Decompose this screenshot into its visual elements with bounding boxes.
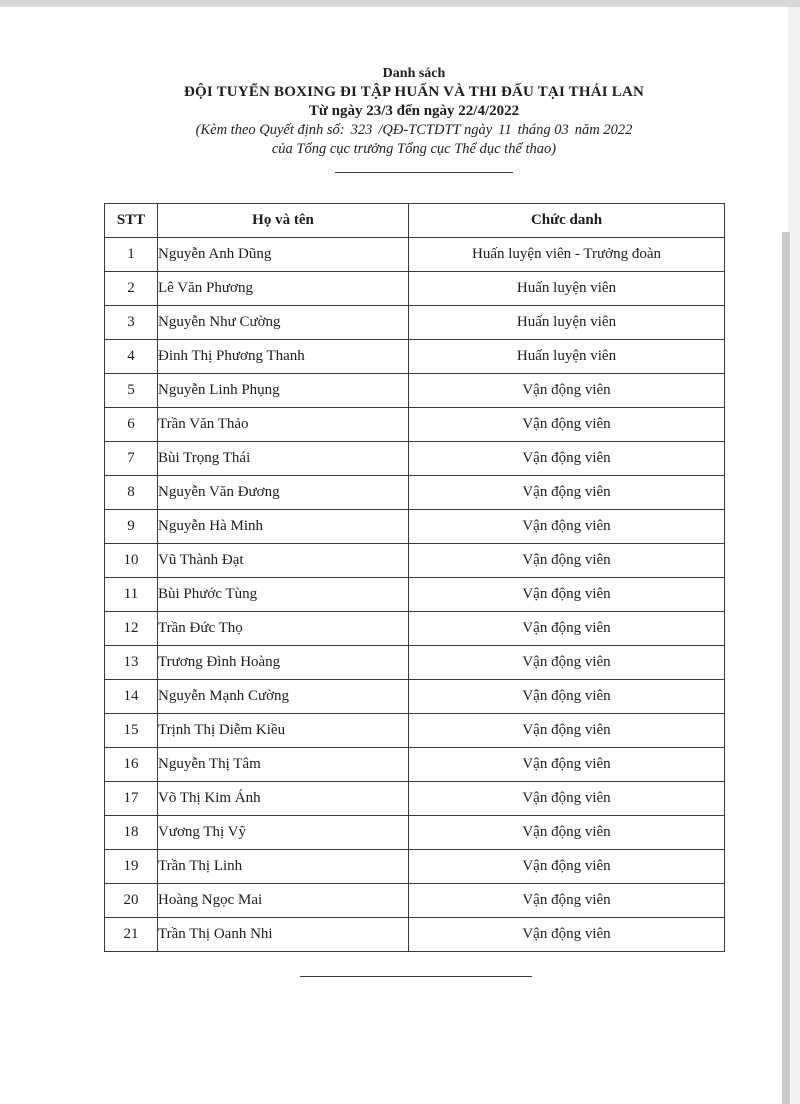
table-row — [105, 340, 725, 374]
row-stt-cell: 21 — [105, 918, 158, 952]
page-edge-shadow — [782, 232, 790, 1104]
row-stt-cell: 7 — [105, 442, 158, 476]
document-header — [0, 64, 800, 159]
row-name-cell: Bùi Trọng Thái — [158, 442, 409, 476]
row-title-cell: Vận động viên — [409, 782, 725, 816]
row-name-cell: Bùi Phước Tùng — [158, 578, 409, 612]
row-title-cell: Vận động viên — [409, 680, 725, 714]
table-row — [105, 884, 725, 918]
row-stt-cell: 6 — [105, 408, 158, 442]
row-title-cell: Vận động viên — [409, 646, 725, 680]
column-header-title: Chức danh — [409, 204, 725, 238]
row-name-cell: Vũ Thành Đạt — [158, 544, 409, 578]
row-stt-cell: 16 — [105, 748, 158, 782]
table-body — [105, 238, 725, 952]
row-stt-cell: 13 — [105, 646, 158, 680]
decision-issuer: của Tổng cục trưởng Tổng cục Thể dục thể thao) — [271, 141, 557, 157]
table-row — [105, 544, 725, 578]
row-name-cell: Đinh Thị Phương Thanh — [158, 340, 409, 374]
row-name-cell: Võ Thị Kim Ánh — [158, 782, 409, 816]
document-heading-list: Danh sách — [382, 66, 446, 81]
table-row — [105, 442, 725, 476]
table-row — [105, 782, 725, 816]
row-name-cell: Trịnh Thị Diễm Kiều — [158, 714, 409, 748]
row-title-cell: Huấn luyện viên — [409, 340, 725, 374]
row-name-cell: Hoàng Ngọc Mai — [158, 884, 409, 918]
row-title-cell: Vận động viên — [409, 748, 725, 782]
table-row — [105, 374, 725, 408]
row-name-cell: Trần Văn Thảo — [158, 408, 409, 442]
row-title-cell: Vận động viên — [409, 442, 725, 476]
decision-reference — [0, 121, 800, 140]
row-title-cell: Vận động viên — [409, 816, 725, 850]
table-row — [105, 646, 725, 680]
table-row — [105, 850, 725, 884]
row-stt-cell: 18 — [105, 816, 158, 850]
table-row — [105, 680, 725, 714]
document-date-range: Từ ngày 23/3 đến ngày 22/4/2022 — [308, 103, 520, 119]
table-row — [105, 238, 725, 272]
row-stt-cell: 11 — [105, 578, 158, 612]
row-title-cell: Vận động viên — [409, 612, 725, 646]
row-title-cell: Vận động viên — [409, 544, 725, 578]
row-title-cell: Huấn luyện viên - Trưởng đoàn — [409, 238, 725, 272]
table-row — [105, 408, 725, 442]
row-title-cell: Vận động viên — [409, 578, 725, 612]
row-stt-cell: 19 — [105, 850, 158, 884]
row-title-cell: Vận động viên — [409, 510, 725, 544]
column-header-name: Họ và tên — [158, 204, 409, 238]
row-name-cell: Nguyễn Linh Phụng — [158, 374, 409, 408]
decision-prefix: (Kèm theo Quyết định số: — [195, 122, 345, 138]
row-stt-cell: 4 — [105, 340, 158, 374]
row-name-cell: Nguyễn Hà Minh — [158, 510, 409, 544]
row-stt-cell: 5 — [105, 374, 158, 408]
decision-code-date: /QĐ-TCTDTT ngày — [378, 122, 493, 138]
row-name-cell: Trần Thị Oanh Nhi — [158, 918, 409, 952]
column-header-stt: STT — [105, 204, 158, 238]
row-stt-cell: 12 — [105, 612, 158, 646]
row-stt-cell: 17 — [105, 782, 158, 816]
row-stt-cell: 1 — [105, 238, 158, 272]
table-row — [105, 306, 725, 340]
row-stt-cell: 10 — [105, 544, 158, 578]
table-row — [105, 476, 725, 510]
table-header-row — [105, 204, 725, 238]
row-name-cell: Nguyễn Anh Dũng — [158, 238, 409, 272]
row-name-cell: Vương Thị Vỹ — [158, 816, 409, 850]
table-row — [105, 612, 725, 646]
row-title-cell: Vận động viên — [409, 408, 725, 442]
row-name-cell: Nguyễn Như Cường — [158, 306, 409, 340]
top-background-strip — [0, 0, 800, 7]
document-title: ĐỘI TUYỂN BOXING ĐI TẬP HUẤN VÀ THI ĐẤU TẠI THÁI LAN — [183, 84, 645, 100]
table-row — [105, 578, 725, 612]
table-row — [105, 714, 725, 748]
footer-divider — [300, 976, 532, 977]
table-row — [105, 816, 725, 850]
table-row — [105, 510, 725, 544]
table-row — [105, 272, 725, 306]
row-title-cell: Vận động viên — [409, 884, 725, 918]
table-row — [105, 918, 725, 952]
row-stt-cell: 3 — [105, 306, 158, 340]
decision-number: 323 — [350, 122, 373, 138]
table-row — [105, 748, 725, 782]
row-stt-cell: 8 — [105, 476, 158, 510]
row-title-cell: Vận động viên — [409, 918, 725, 952]
row-stt-cell: 15 — [105, 714, 158, 748]
row-name-cell: Nguyễn Mạnh Cường — [158, 680, 409, 714]
row-name-cell: Nguyễn Thị Tâm — [158, 748, 409, 782]
row-name-cell: Trần Đức Thọ — [158, 612, 409, 646]
row-title-cell: Vận động viên — [409, 850, 725, 884]
header-divider — [335, 172, 513, 173]
decision-month: tháng 03 — [517, 122, 569, 138]
row-stt-cell: 2 — [105, 272, 158, 306]
row-stt-cell: 20 — [105, 884, 158, 918]
row-title-cell: Huấn luyện viên — [409, 306, 725, 340]
row-title-cell: Vận động viên — [409, 714, 725, 748]
row-title-cell: Vận động viên — [409, 476, 725, 510]
row-name-cell: Trần Thị Linh — [158, 850, 409, 884]
row-name-cell: Nguyễn Văn Đương — [158, 476, 409, 510]
row-name-cell: Lê Văn Phương — [158, 272, 409, 306]
team-roster-table — [104, 203, 725, 952]
row-stt-cell: 9 — [105, 510, 158, 544]
row-stt-cell: 14 — [105, 680, 158, 714]
row-name-cell: Trương Đình Hoàng — [158, 646, 409, 680]
decision-day: 11 — [498, 122, 512, 138]
row-title-cell: Huấn luyện viên — [409, 272, 725, 306]
row-title-cell: Vận động viên — [409, 374, 725, 408]
decision-year: năm 2022 — [574, 122, 633, 138]
